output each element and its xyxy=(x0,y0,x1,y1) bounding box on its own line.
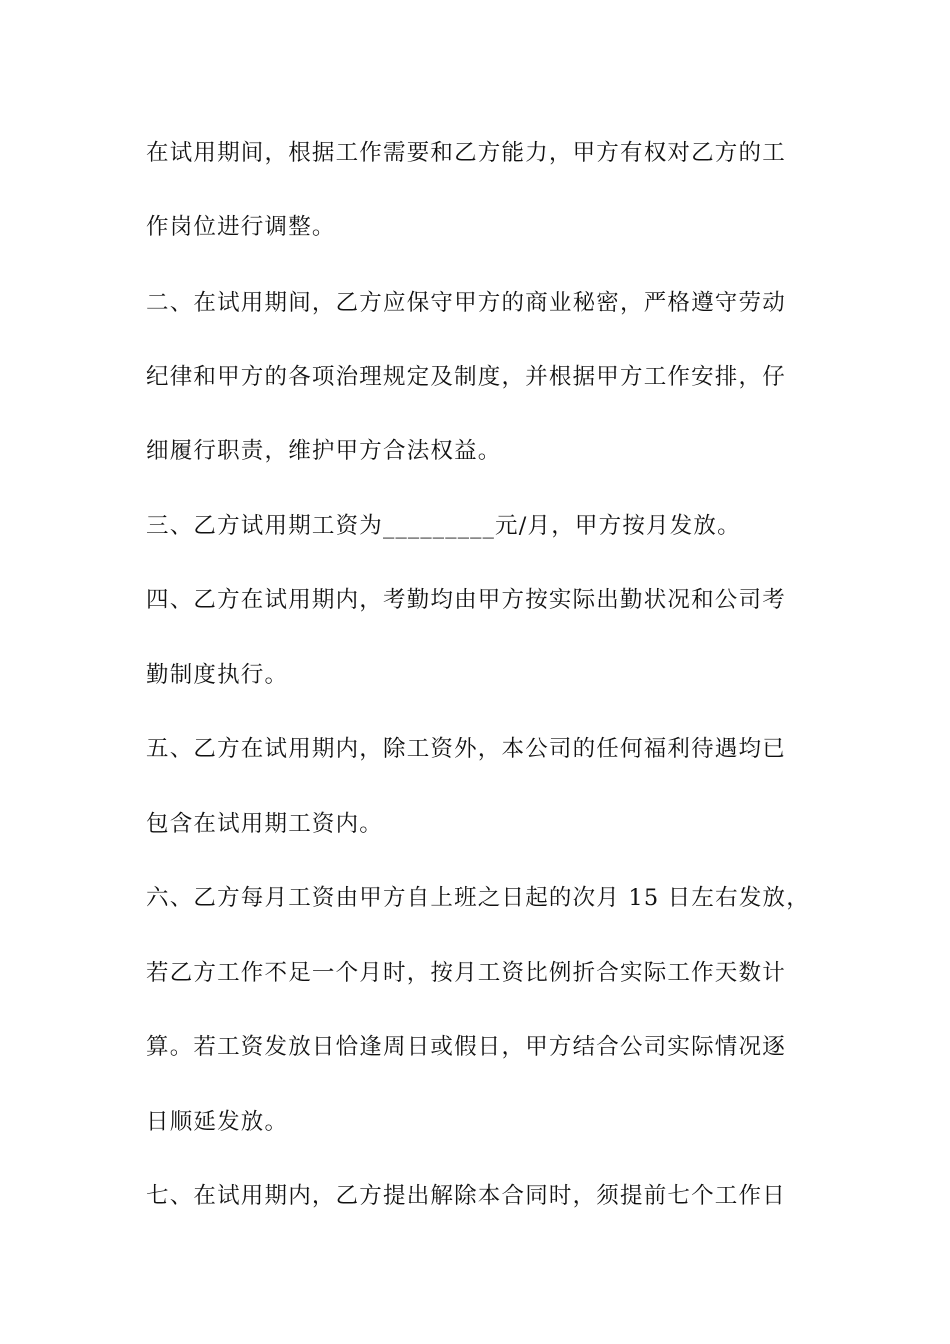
text-line: 细履行职责，维护甲方合法权益。 xyxy=(146,438,502,464)
clause-7-line: 七、在试用期内，乙方提出解除本合同时，须提前七个工作日 xyxy=(146,1183,786,1209)
clause-5-line: 五、乙方在试用期内，除工资外，本公司的任何福利待遇均已 xyxy=(146,736,786,762)
clause-6-line: 六、乙方每月工资由甲方自上班之日起的次月 15 日左右发放， xyxy=(146,885,810,911)
text-line: 日顺延发放。 xyxy=(146,1109,289,1135)
text-line: 在试用期间，根据工作需要和乙方能力，甲方有权对乙方的工 xyxy=(146,140,786,166)
text-line: 纪律和甲方的各项治理规定及制度，并根据甲方工作安排，仔 xyxy=(146,364,786,390)
clause-3-line: 三、乙方试用期工资为_________元/月，甲方按月发放。 xyxy=(146,513,741,539)
clause-2-line: 二、在试用期间，乙方应保守甲方的商业秘密，严格遵守劳动 xyxy=(146,290,786,316)
text-line: 勤制度执行。 xyxy=(146,662,289,688)
text-line: 若乙方工作不足一个月时，按月工资比例折合实际工作天数计 xyxy=(146,960,786,986)
text-line: 算。若工资发放日恰逢周日或假日，甲方结合公司实际情况逐 xyxy=(146,1034,786,1060)
clause-4-line: 四、乙方在试用期内，考勤均由甲方按实际出勤状况和公司考 xyxy=(146,587,786,613)
text-line: 作岗位进行调整。 xyxy=(146,214,336,240)
text-line: 包含在试用期工资内。 xyxy=(146,811,384,837)
